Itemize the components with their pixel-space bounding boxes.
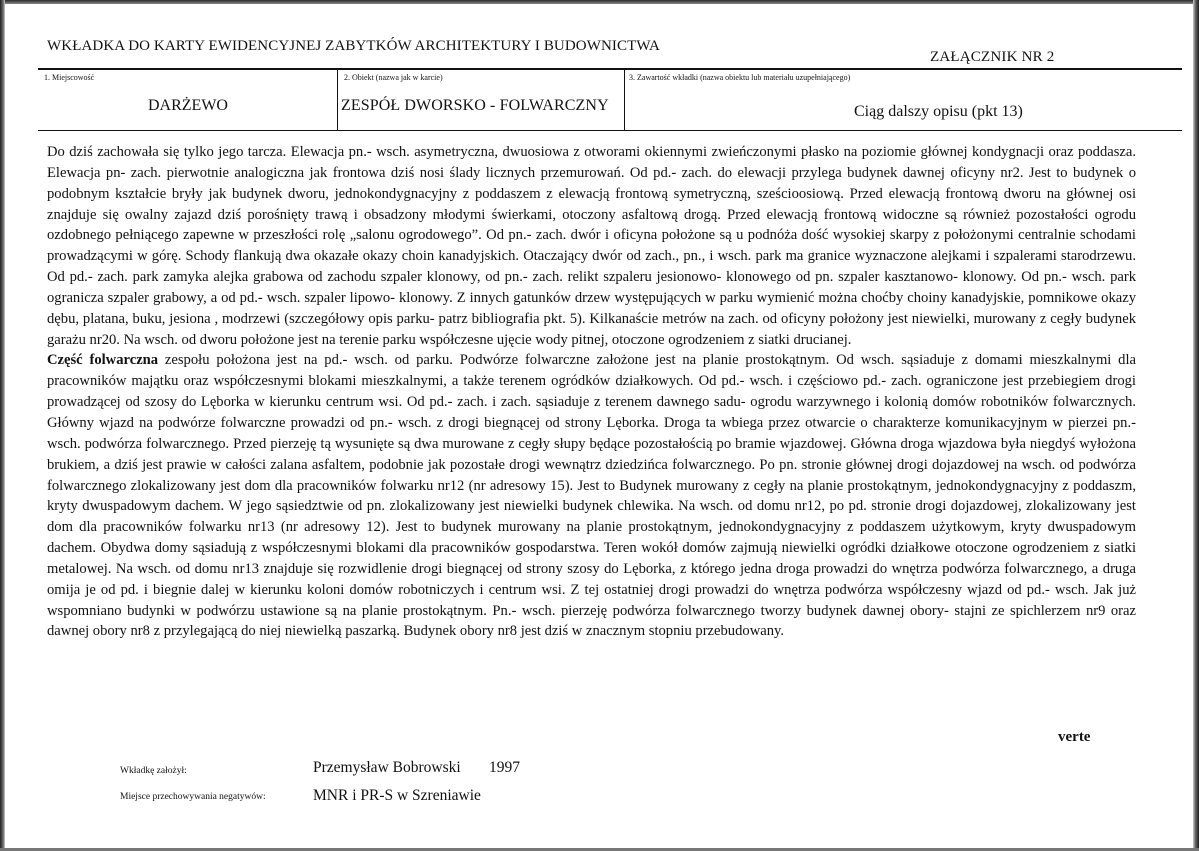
field-object xyxy=(337,70,624,130)
scan-edge-top xyxy=(0,0,1199,4)
field-insert-content xyxy=(624,70,1182,130)
field-object-value: ZESPÓŁ DWORSKO - FOLWARCZNY xyxy=(341,97,609,114)
negatives-location-value: MNR i PR-S w Szreniawie xyxy=(313,787,481,804)
field-locality-value: DARŻEWO xyxy=(148,97,228,114)
description-paragraph-farm xyxy=(47,350,1136,642)
document-title: WKŁADKA DO KARTY EWIDENCYJNEJ ZABYTKÓW ARCHITEKTURY I BUDOWNICTWA xyxy=(47,38,660,54)
description-body xyxy=(47,142,1136,642)
field-object-label: 2. Obiekt (nazwa jak w karcie) xyxy=(344,73,443,82)
author-name: Przemysław Bobrowski xyxy=(313,759,461,776)
field-locality xyxy=(38,70,337,130)
form-field-row xyxy=(38,68,1182,131)
scan-edge-right xyxy=(1193,0,1199,851)
annex-number: ZAŁĄCZNIK NR 2 xyxy=(930,49,1055,65)
record-year: 1997 xyxy=(489,759,520,776)
scan-edge-left xyxy=(0,0,5,851)
field-locality-label: 1. Miejscowość xyxy=(44,73,95,82)
verte-marker: verte xyxy=(1058,729,1091,745)
description-paragraph-manor: Do dziś zachowała się tylko jego tarcza. Elewacja pn.- wsch. asymetryczna, dwuosiowa z otworami okiennymi zwieńczonymi płasko na poziomie głównej kondygnacji oraz poddasza. Elewacja pn- zach. pierwotnie analogiczna jak frontowa dziś nosi ślady licznych przemurowań. Od pd.- zach. do elewacji przylega budynek dawnej oficyny nr2. Jest to budynek o podobnym kształcie bryły jak budynek dworu, jednokondygnacyjny z poddaszem z elewacją frontową symetryczną, sześcioosiową. Przed elewacją frontową dworu na głównej osi znajduje się owalny zajazd dziś porośnięty trawą i obsadzony młodymi świerkami, otoczony asfaltową drogą. Przed elewacją frontową widoczne są również pozostałości ogrodu ozdobnego pełniącego zapewne w przeszłości rolę „salonu ogrodowego”. Od pn.- zach. dwór i oficyna położone są u podnóża dość wysokiej skarpy z położonymi centralnie schodami prowadzącymi w górę. Schody flankują dwa okazałe okazy choin kanadyjskich. Otaczający dwór od zach., pn., i wsch. park ma granice wyznaczone alejkami i szpalerami starodrzewu. Od pd.- zach. park zamyka alejka grabowa od zachodu szpaler klonowy, od pn.- zach. relikt szpaleru jesionowo- klonowego od pn. szpaler kasztanowo- klonowy. Od pn.- wsch. park ogranicza szpaler grabowy, a od pd.- wsch. szpaler lipowo- klonowy. Z innych gatunków drzew występujących w parku wymienić można choćby choiny kanadyjskie, pomnikowe okazy dębu, platana, buku, jesiona , modrzewi (szczegółowy opis parku- patrz bibliografia pkt. 5). Kilkanaście metrów na zach. od oficyny położony jest niewielki, murowany z cegły budynek garażu nr20. Na wsch. od dworu położone jest na terenie parku współczesne ujęcie wody pitnej, otoczone ogrodzeniem z siatki drucianej. xyxy=(47,144,1136,348)
field-insert-content-value: Ciąg dalszy opisu (pkt 13) xyxy=(854,103,1023,120)
author-label: Wkładkę założył: xyxy=(120,766,187,776)
negatives-location-label: Miejsce przechowywania negatywów: xyxy=(120,792,266,802)
section-heading-farm: Część folwarczna xyxy=(47,352,159,369)
field-insert-content-label: 3. Zawartość wkładki (nazwa obiektu lub materiału uzupełniającego) xyxy=(629,73,851,82)
description-paragraph-farm-text: zespołu położona jest na pd.- wsch. od parku. Podwórze folwarczne założone jest na planie prostokątnym. Od wsch. sąsiaduje z domami mieszkalnymi dla pracowników majątku oraz współczesnymi blokami mieszkalnymi, a także terenem ogródków działkowych. Od pd.- wsch. i częściowo pd.- zach. ograniczone jest przebiegiem drogi prowadzącej od szosy do Lęborka w kierunku centrum wsi. Od pd.- zach. i zach. sąsiaduje z terenem dawnego sadu- ogrodu warzywnego i kolonią domów robotników folwarcznych. Główny wjazd na podwórze folwarczne prowadzi od pn.- wsch. z drogi biegnącej od strony Lęborka. Droga ta wbiega przez otwarcie o charakterze komunikacyjnym w pierzei pn.- wsch. podwórza folwarcznego. Przed pierzeję tą wysunięte są dwa murowane z cegły słupy będące pozostałością po bramie wjazdowej. Główna droga wjazdowa była niegdyś wyłożona brukiem, a dziś jest prawie w całości zalana asfaltem, podobnie jak pozostałe drogi wewnątrz dziedzińca folwarcznego. Po pn. stronie głównej drogi dojazdowej na wsch. od podwórza folwarcznego zlokalizowany jest dom dla pracowników folwarku nr12 (nr adresowy 15). Jest to Budynek murowany z cegły na planie prostokątnym, jednokondygnacyjny z poddaszm, kryty dwuspadowym dachem. W jego sąsiedztwie od pn. zlokalizowany jest niewielki budynek chlewika. Na wsch. od domu nr12, po pd. stronie drogi dojazdowej, zlokalizowany jest dom dla pracowników folwarku nr13 (nr adresowy 12). Jest to budynek murowany na planie prostokątnym, jednokondygnacyjny z poddaszem użytkowym, kryty dwuspadowym dachem. Obydwa domy sąsiadują z współczesnymi blokami dla pracowników gospodarstwa. Teren wokół domów zajmują niewielki ogródki działkowe otoczone ogrodzeniem z siatki metalowej. Na wsch. od domu nr13 znajduje się rozwidlenie drogi biegnącej od strony szosy do Lęborka, z którego jedna droga prowadzi do wnętrza podwórza folwarcznego, a druga omija je od pd. i biegnie dalej w kierunku koloni domów robotniczych i centrum wsi. Z tej ostatniej drogi prowadzi do wnętrza podwórza współczesny wjazd od pd.- wsch. Jak już wspomniano budynki w podwórzu ustawione są na planie prostokątnym. Pn.- wsch. pierzeję podwórza folwarcznego tworzy budynek dawnej obory- stajni ze spichlerzem nr9 oraz dawnej obory nr8 z przylegającą do niej niewielką paszarką. Budynek obory nr8 jest dziś w znacznym stopniu przebudowany. xyxy=(47,352,1136,640)
